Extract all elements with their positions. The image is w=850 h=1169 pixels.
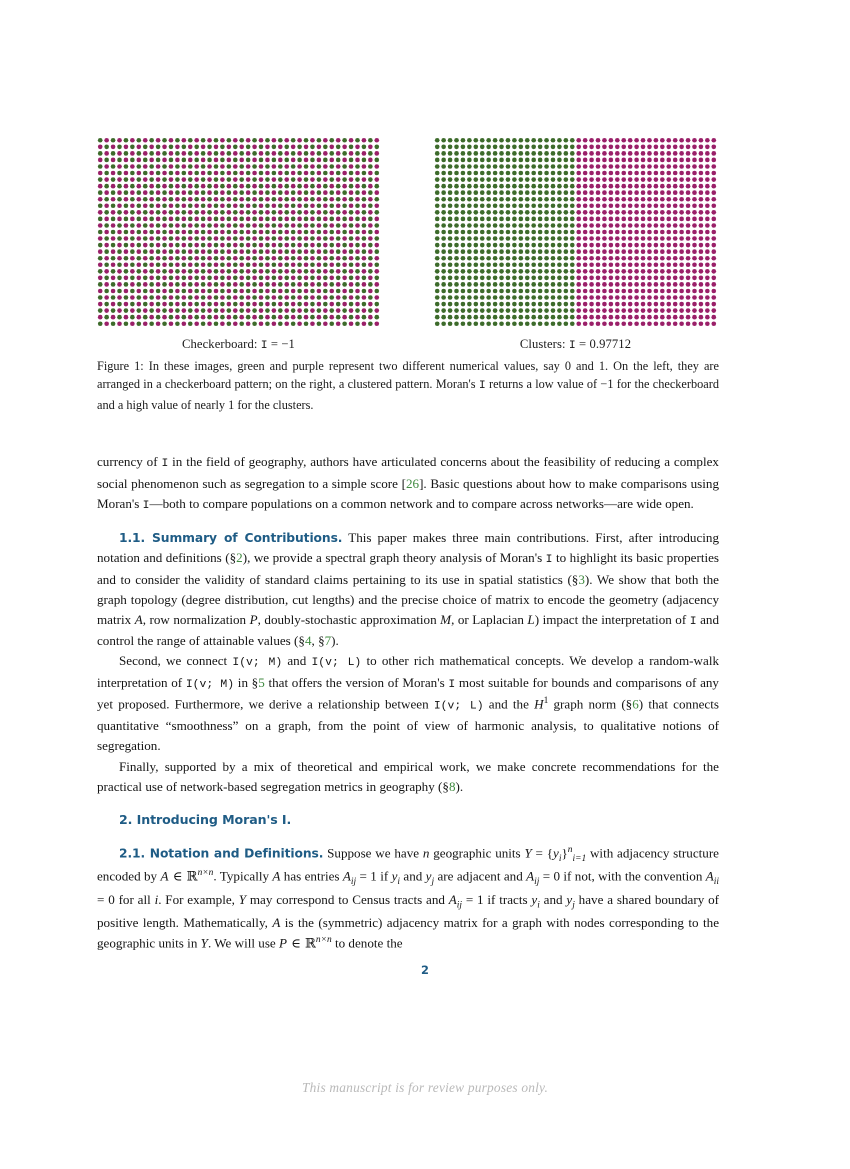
math-symbol-A: A: [272, 914, 281, 930]
math-symbol-A: A: [342, 868, 351, 884]
math-superscript-nxn: n×n: [197, 868, 214, 879]
figure-panel-checkerboard: [97, 137, 380, 352]
math-symbol-A: A: [526, 868, 535, 884]
math-symbol-Y: Y: [200, 935, 208, 951]
math-subscript-i: i: [397, 877, 401, 888]
section-1-1-heading: 1.1. Summary of Contributions.: [119, 531, 343, 546]
text-run: ).: [455, 778, 464, 794]
math-symbol-P: P: [249, 611, 258, 627]
section-2-1: [97, 843, 719, 955]
text-run: and the: [483, 696, 535, 712]
math-symbol-A: A: [448, 891, 457, 907]
moran-i-symbol: I: [281, 811, 287, 827]
text-run: , or Laplacian: [451, 611, 528, 627]
math-symbol-y: y: [391, 868, 398, 884]
moran-i-symbol: I: [545, 554, 553, 567]
equals-sign: =: [575, 337, 590, 351]
checkerboard-dot-grid: [97, 137, 380, 327]
citation-link-26[interactable]: 26: [405, 475, 420, 491]
body-column: [97, 452, 719, 954]
page-number: 2: [421, 963, 429, 977]
moran-i-symbol: I: [142, 499, 150, 512]
text-run: ) that connects quantitative “smoothness” on a graph, from the point of view of harmonic analysis, to qualitative notions of segregation.: [97, 696, 719, 754]
clusters-value: 0.97712: [589, 337, 632, 351]
math-symbol-M: M: [440, 611, 452, 627]
text-run: ), we provide a spectral graph theory analysis of Moran's: [242, 550, 546, 566]
text-run: This paper makes three main contributions. First, after introducing notation and definitions (§: [97, 530, 719, 566]
text-run: most suitable for bounds and comparisons of any yet proposed. Furthermore, we derive a relationship between: [97, 674, 719, 712]
section-ref-7[interactable]: 7: [324, 633, 332, 649]
section-ref-6[interactable]: 6: [632, 696, 639, 712]
math-subscript-ij: ij: [534, 877, 540, 888]
section-2-1-heading: 2.1. Notation and Definitions.: [119, 846, 324, 861]
moran-i-symbol: I: [689, 615, 697, 628]
text-run: to highlight its basic properties and to consider the validity of standard claims pertaining to its use in spatial statistics (§: [97, 550, 719, 587]
math-symbol-y: y: [553, 845, 559, 861]
paragraph-finally: [97, 757, 719, 797]
checkerboard-value: −1: [281, 337, 295, 351]
spacer: [97, 830, 719, 843]
equals-sign: =: [267, 337, 282, 351]
math-subscript-ij: ij: [456, 900, 463, 911]
moran-i-symbol: I: [478, 380, 486, 393]
moran-i-symbol: I: [260, 340, 268, 352]
text-run: may correspond to Census tracts and: [246, 891, 449, 907]
text-run: currency of: [97, 454, 162, 469]
text-run: , §: [311, 633, 325, 649]
math-subscript-i: i: [537, 900, 540, 911]
math-symbol-y: y: [566, 891, 573, 907]
text-run: ]. Basic questions about how to make comparisons using Moran's: [97, 475, 719, 511]
math-subscript-i-eq-1: i=1: [572, 853, 587, 864]
section-2-heading-suffix: .: [286, 811, 292, 827]
figure-caption-text-2: returns a low value of −1 for the checkerboard and a high value of nearly 1 for the clusters.: [97, 377, 719, 412]
text-run: and: [539, 891, 567, 907]
text-run: have a shared boundary of positive length. Mathematically,: [97, 891, 719, 930]
paragraph-second: [97, 651, 719, 756]
text-run: = 1 if tracts: [462, 891, 532, 907]
text-run: graph norm (§: [548, 696, 633, 712]
text-run: that offers the version of Moran's: [264, 674, 449, 690]
math-symbol-L: L: [527, 611, 535, 627]
text-run: ).: [331, 633, 339, 649]
paragraph-currency: [97, 452, 719, 515]
text-run: = {: [531, 845, 554, 861]
math-subscript-i: i: [558, 853, 562, 864]
spacer: [97, 797, 719, 810]
text-run: is the (symmetric) adjacency matrix for a graph with nodes corresponding to the geographic units in: [97, 914, 720, 951]
clusters-label: Clusters:: [519, 337, 569, 351]
math-superscript-nxn: n×n: [315, 934, 332, 945]
math-subscript-j: j: [572, 900, 575, 911]
checkerboard-subcaption: [182, 337, 295, 352]
figure-1-caption: [97, 357, 719, 414]
text-run: = 0 for all: [97, 891, 155, 907]
moran-i-v-l-symbol: I(v; L): [433, 700, 484, 713]
text-run: . We will use: [207, 935, 280, 951]
checkerboard-label: Checkerboard:: [182, 337, 261, 351]
text-run: and control the range of attainable values (§: [97, 611, 719, 649]
text-run: = 0 if not, with the convention: [539, 868, 706, 884]
figure-1: [97, 137, 717, 352]
figure-panels-row: [97, 137, 717, 352]
text-run: in the field of geography, authors have articulated concerns about the feasibility of reducing a complex social phenomenon such as segregation to a simple score [: [97, 454, 719, 491]
text-run: ∈ ℝ: [168, 869, 198, 885]
text-run: with adjacency structure encoded by: [97, 845, 719, 884]
figure-caption-label: Figure 1:: [97, 359, 149, 373]
math-symbol-Y: Y: [524, 845, 532, 861]
moran-i-v-m-symbol: I(v; M): [232, 657, 283, 670]
figure-panel-clusters: [434, 137, 717, 352]
math-symbol-i: i: [154, 891, 159, 907]
section-ref-8[interactable]: 8: [448, 778, 456, 794]
math-symbol-Y: Y: [238, 891, 247, 907]
section-2-heading-line: [97, 810, 719, 830]
math-symbol-n: n: [422, 845, 430, 861]
spacer: [97, 515, 719, 528]
moran-i-symbol: I: [161, 458, 169, 470]
clusters-subcaption: [520, 337, 631, 352]
text-run: ). We show that both the graph topology (degree distribution, cut lengths) and the precise choice of matrix to encode the geometry (adjacency matrix: [97, 571, 719, 627]
text-run: = 1 if: [356, 868, 392, 884]
text-run: to other rich mathematical concepts. We develop a random-walk interpretation of: [97, 653, 719, 690]
text-run: , row normalization: [142, 611, 250, 627]
section-ref-3[interactable]: 3: [578, 571, 585, 587]
text-run: geographic units: [429, 845, 525, 861]
text-run: —both to compare populations on a common network and to compare across networks—are wide open.: [149, 495, 694, 511]
math-superscript-n: n: [567, 844, 573, 855]
section-ref-4[interactable]: 4: [304, 633, 312, 649]
math-symbol-y: y: [531, 891, 538, 907]
math-symbol-A: A: [272, 868, 281, 884]
figure-caption-text-1: In these images, green and purple represent two different numerical values, say 0 and 1. On the left, they are arranged in a checkerboard pattern; on the right, a clustered pattern. Moran's: [97, 359, 719, 392]
section-1-1: [97, 528, 719, 651]
text-run: , doubly-stochastic approximation: [257, 611, 441, 627]
moran-i-symbol: I: [568, 340, 576, 352]
text-run: ∈ ℝ: [287, 936, 316, 952]
math-symbol-A: A: [160, 868, 169, 884]
text-run: in §: [234, 674, 259, 690]
math-symbol-A: A: [134, 611, 143, 627]
section-2-heading: 2. Introducing Moran's: [119, 811, 282, 827]
text-run: Suppose we have: [323, 845, 423, 861]
text-run: and: [282, 653, 312, 669]
moran-i-symbol: I: [448, 678, 456, 691]
review-footer-note: This manuscript is for review purposes only.: [302, 1080, 548, 1095]
text-run: . For example,: [158, 891, 239, 907]
text-run: and: [400, 868, 426, 884]
math-symbol-y: y: [425, 868, 432, 884]
section-ref-2[interactable]: 2: [236, 550, 243, 566]
math-symbol-A: A: [705, 868, 714, 884]
text-run: Second, we connect: [119, 653, 233, 669]
text-run: . Typically: [213, 868, 273, 884]
text-run: ) impact the interpretation of: [534, 611, 690, 627]
text-run: has entries: [280, 868, 343, 884]
text-run: Finally, supported by a mix of theoretical and empirical work, we make concrete recommendations for the practical use of network-based segregation metrics in geography (§: [97, 758, 719, 794]
math-symbol-H: H: [534, 696, 544, 712]
moran-i-v-l-symbol: I(v; L): [311, 657, 362, 670]
moran-i-v-m-symbol: I(v; M): [185, 678, 235, 691]
text-run: to denote the: [331, 935, 403, 951]
text-run: are adjacent and: [434, 868, 527, 884]
section-ref-5[interactable]: 5: [258, 674, 265, 690]
math-symbol-P: P: [279, 935, 288, 951]
math-subscript-j: j: [431, 877, 435, 888]
text-run: }: [561, 845, 568, 861]
math-subscript-ii: ii: [713, 877, 719, 888]
clusters-dot-grid: [434, 137, 717, 327]
math-superscript-1: 1: [543, 696, 549, 707]
math-subscript-ij: ij: [350, 877, 357, 888]
